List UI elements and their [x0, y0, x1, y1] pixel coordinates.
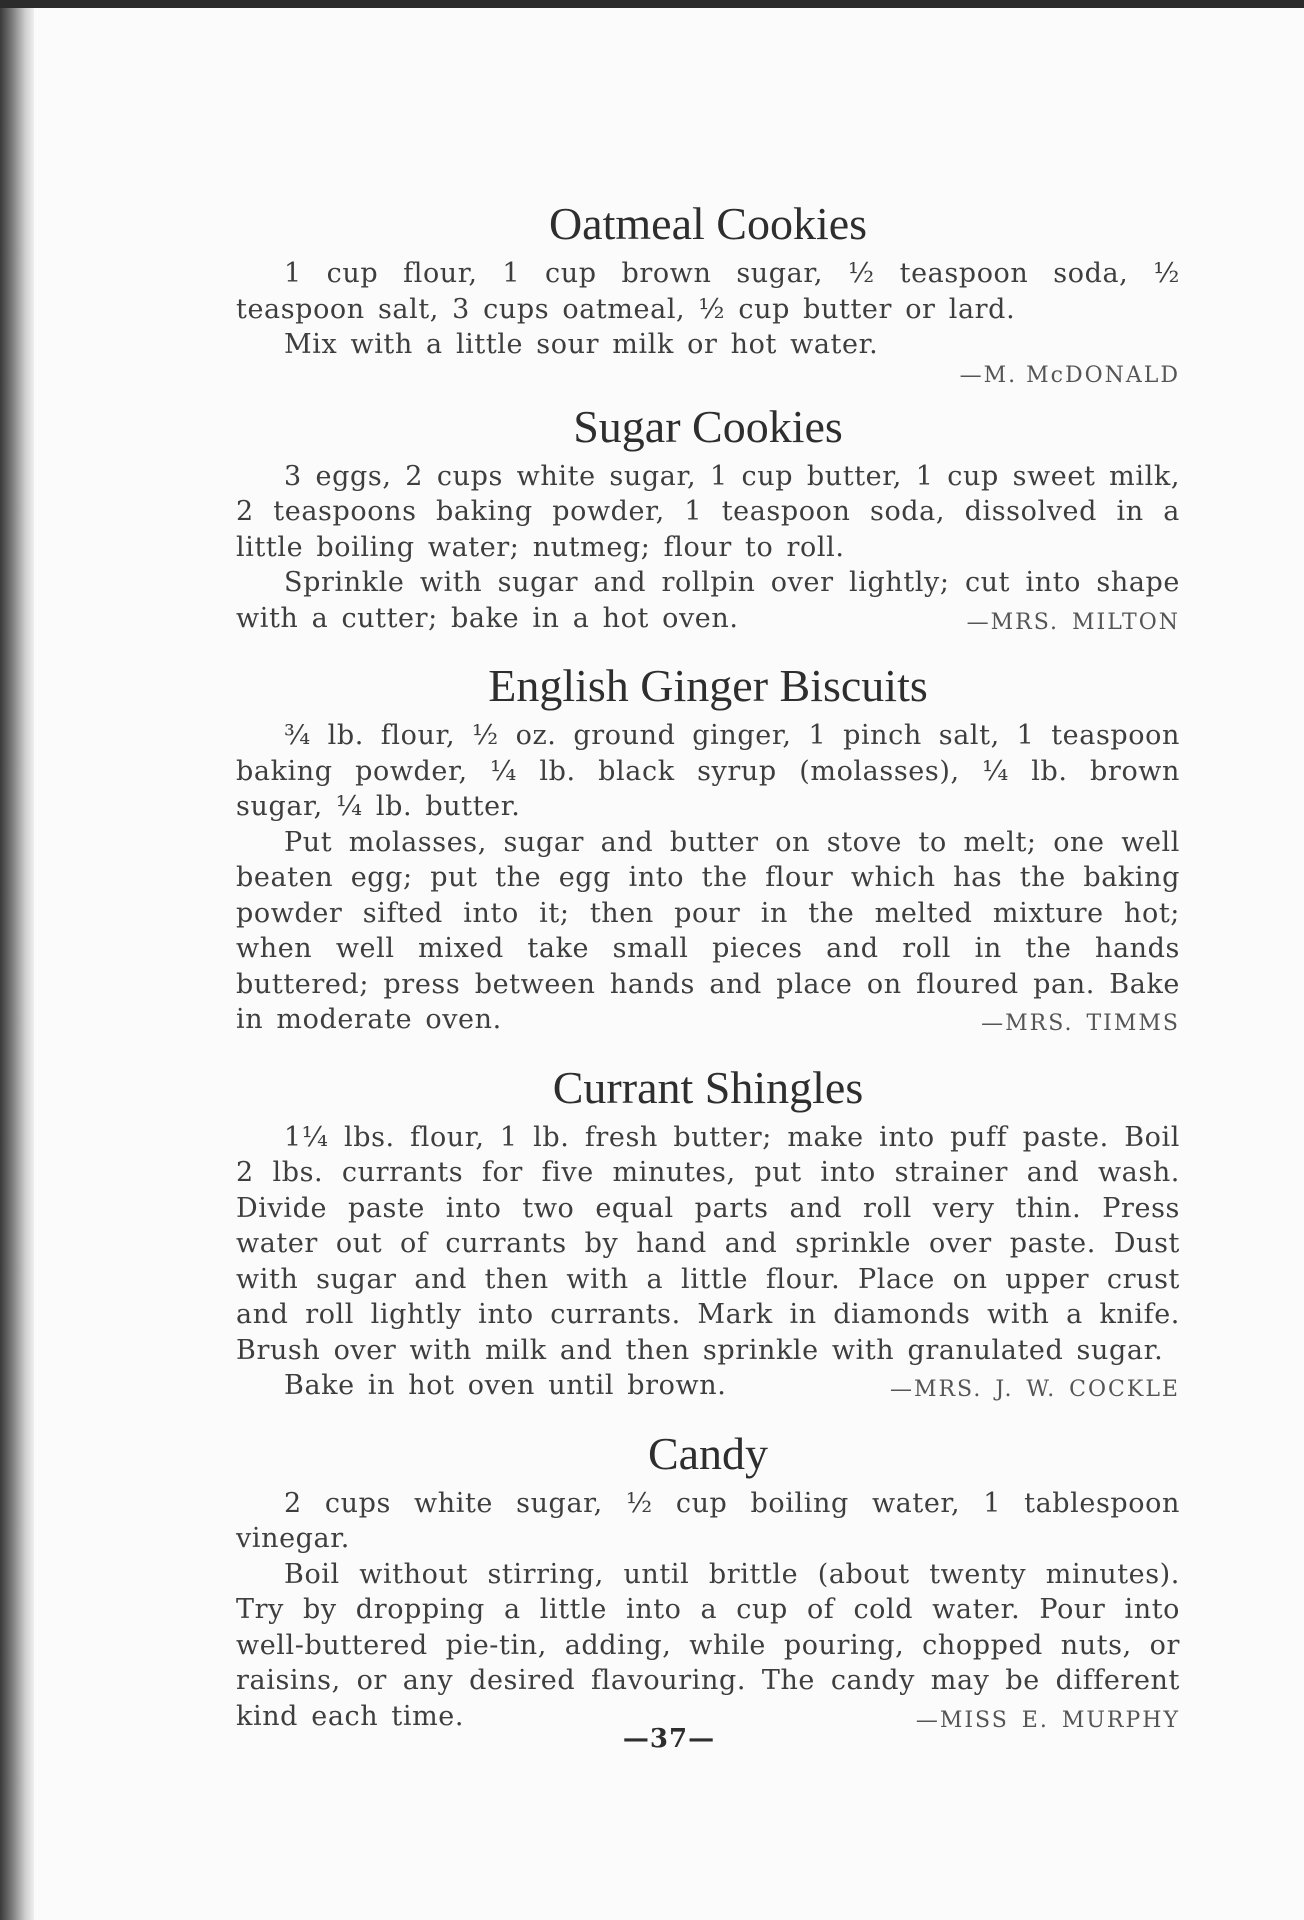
recipe-oatmeal-cookies [236, 196, 1180, 389]
recipe-english-ginger-biscuits [236, 658, 1180, 1042]
recipe-ingredients: 1 cup flour, 1 cup brown sugar, ½ teaspoon soda, ½ teaspoon salt, 3 cups oatmeal, ½ cup butter or lard. [236, 258, 1180, 325]
recipe-method [236, 1557, 1180, 1735]
recipe-method [236, 565, 1180, 636]
page-number: —37— [622, 1724, 716, 1754]
recipe-candy [236, 1426, 1180, 1739]
page-content [236, 196, 1180, 1756]
recipe-method-text: Put molasses, sugar and butter on stove to melt; one well beaten egg; put the egg into the flour which has the baking powder sifted into it; then pour in the melted mixture hot; when well mixed take small pieces and roll in the hands buttered; press between hands and place on floured pan. Bake in moderate oven. [236, 826, 1180, 1035]
recipe-title: Candy [647, 1427, 769, 1479]
recipe-attribution: —MRS. TIMMS [981, 1011, 1180, 1036]
recipe-method [236, 1368, 1180, 1404]
recipe-currant-shingles [236, 1060, 1180, 1408]
recipe-ingredients: 1¼ lbs. flour, 1 lb. fresh butter; make into puff paste. Boil 2 lbs. currants for five minutes, put into strainer and wash. Divide paste into two equal parts and roll very thin. Press water out of currants by hand and sprinkle over paste. Dust with sugar and then with a little flour. Place on upper crust and roll lightly into currants. Mark in diamonds with a knife. Brush over with milk and then sprinkle with granulated sugar. [236, 1121, 1180, 1366]
recipe-title: English Ginger Biscuits [488, 660, 928, 711]
recipe-method [236, 825, 1180, 1038]
recipe-method-text: Bake in hot oven until brown. [284, 1370, 727, 1401]
recipe-sugar-cookies [236, 399, 1180, 641]
recipe-ingredients: 3 eggs, 2 cups white sugar, 1 cup butter, 1 cup sweet milk, 2 teaspoons baking powder, 1 teaspoon soda, dissolved in a little boiling water; nutmeg; flour to roll. [236, 460, 1180, 563]
recipe-title: Oatmeal Cookies [548, 198, 868, 249]
recipe-attribution: —MRS. MILTON [966, 609, 1180, 635]
recipe-attribution: —MISS E. MURPHY [915, 1707, 1180, 1733]
recipe-method: Mix with a little sour milk or hot water. [284, 329, 879, 360]
recipe-method-text: Boil without stirring, until brittle (about twenty minutes). Try by dropping a little into a cup of cold water. Pour into well-buttered pie-tin, adding, while pouring, chopped nuts, or raisins, or any desired flavouring. The candy may be different kind each time. [236, 1558, 1180, 1732]
book-page [34, 8, 1304, 1920]
recipe-title: Sugar Cookies [573, 400, 843, 452]
page-top-edge [0, 0, 1304, 8]
recipe-ingredients: 2 cups white sugar, ½ cup boiling water, 1 tablespoon vinegar. [236, 1487, 1180, 1554]
recipe-attribution: —M. McDONALD [959, 362, 1180, 388]
recipe-ingredients: ¾ lb. flour, ½ oz. ground ginger, 1 pinch salt, 1 teaspoon baking powder, ¼ lb. black syrup (molasses), ¼ lb. brown sugar, ¼ lb. butter. [236, 720, 1180, 822]
recipe-attribution: —MRS. J. W. COCKLE [889, 1377, 1180, 1402]
book-spine-shadow [0, 8, 34, 1920]
recipe-method-text: Sprinkle with sugar and rollpin over lightly; cut into shape with a cutter; bake in a hot oven. [236, 567, 1180, 634]
recipe-title: Currant Shingles [552, 1061, 864, 1113]
